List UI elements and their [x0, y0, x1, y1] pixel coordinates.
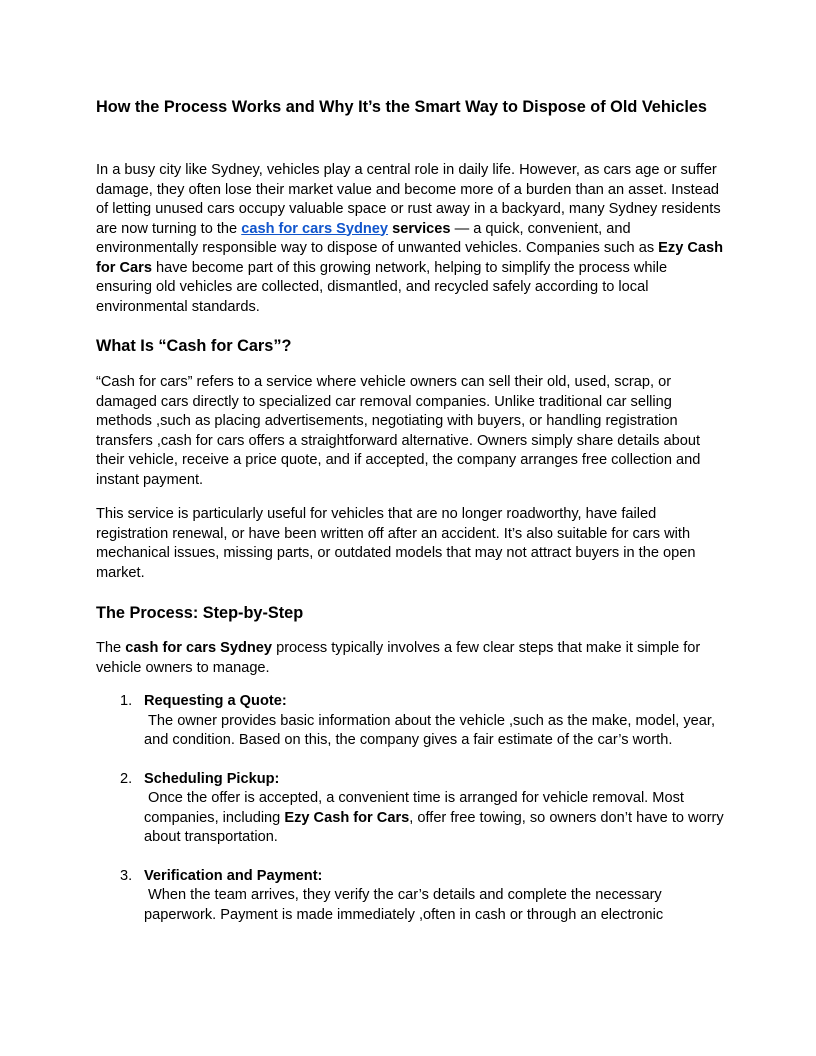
step-number: 2. — [120, 770, 133, 787]
intro-text-2: — a quick, convenient, and environmentally responsible way to dispose of unwanted vehicles. Companies such as — [96, 220, 659, 256]
page-title: How the Process Works and Why It’s the Smart Way to Dispose of Old Vehicles — [96, 98, 707, 116]
intro-paragraph — [96, 161, 724, 317]
step-description: When the team arrives, they verify the car’s details and complete the necessary paperwork. Payment is made immediately ,often in cash or through an electronic — [144, 887, 664, 923]
step-description-text-2: , offer free towing, so owners don’t have to worry about transportation. — [144, 809, 724, 845]
what-is-paragraph-1: “Cash for cars” refers to a service where vehicle owners can sell their old, used, scrap, or damaged cars directly to specialized car removal companies. Unlike traditional car selling methods ,such as placing advertisements, negotiating with buyers, or handling registration transfers ,cash for cars offers a straightforward alternative. Owners simply share details about their vehicle, receive a price quote, and if accepted, the company arranges free collection and instant payment. — [96, 374, 701, 488]
intro-bold-services: services — [388, 220, 451, 237]
section-heading-what-is: What Is “Cash for Cars”? — [96, 337, 292, 355]
document-content — [96, 95, 724, 925]
step-item — [96, 692, 724, 751]
step-item — [96, 770, 724, 848]
step-title: Verification and Payment: — [144, 867, 323, 884]
step-description-text-1: Once the offer is accepted, a convenient time is arranged for vehicle removal. Most companies, including — [144, 790, 684, 826]
intro-text-1: In a busy city like Sydney, vehicles play a central role in daily life. However, as cars age or suffer damage, they often lose their market value and become more of a burden than an asset. Instead of letting unused cars occupy valuable space or rust away in a backyard, many Sydney residents are now turning to the — [96, 162, 721, 237]
process-intro-bold: cash for cars Sydney — [125, 640, 273, 656]
step-title: Scheduling Pickup: — [144, 770, 280, 787]
step-description — [144, 790, 724, 845]
intro-bold-company: Ezy Cash for Cars — [96, 240, 724, 276]
intro-text-3: have become part of this growing network, helping to simplify the process while ensuring old vehicles are collected, dismantled, and recycled safely according to local environmental standards. — [96, 259, 668, 315]
step-item — [96, 867, 724, 926]
section-heading-process: The Process: Step-by-Step — [96, 604, 304, 622]
step-description: The owner provides basic information about the vehicle ,such as the make, model, year, and condition. Based on this, the company gives a fair estimate of the car’s worth. — [144, 712, 716, 748]
step-title: Requesting a Quote: — [144, 693, 287, 709]
process-intro-text-1: The — [96, 640, 126, 656]
process-intro-paragraph — [96, 639, 724, 678]
step-number: 3. — [120, 867, 133, 884]
process-steps-list — [96, 692, 724, 925]
what-is-paragraph-2: This service is particularly useful for vehicles that are no longer roadworthy, have failed registration renewal, or have been written off after an accident. It’s also suitable for cars with mechanical issues, missing parts, or outdated models that may not attract buyers in the open market. — [96, 506, 696, 581]
process-intro-text-2: process typically involves a few clear steps that make it simple for vehicle owners to manage. — [96, 640, 701, 676]
step-description-bold: Ezy Cash for Cars — [284, 809, 410, 826]
step-number: 1. — [120, 693, 133, 709]
cash-for-cars-sydney-link[interactable]: cash for cars Sydney — [241, 220, 389, 237]
